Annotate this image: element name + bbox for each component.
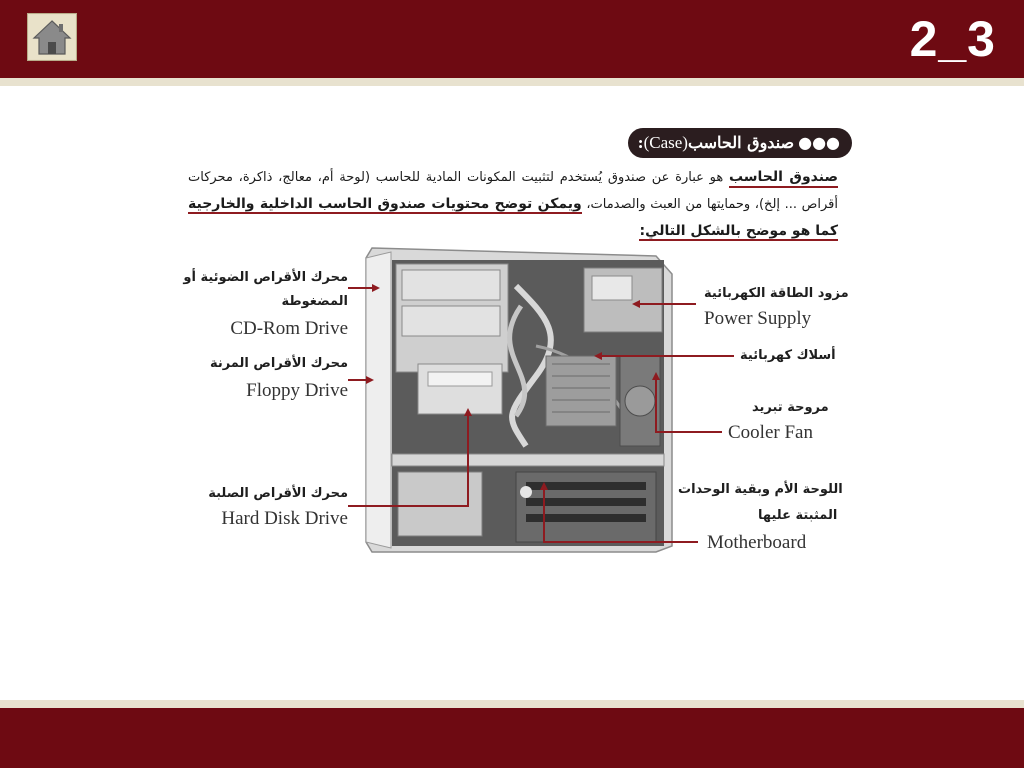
slide-number: 2_3 [909,11,996,67]
description-body: هو عبارة عن صندوق يُستخدم لتثبيت المكونات المادية للحاسب (لوحة أم، معالج، ذاكرة، محركات أقراص ... إلخ)، وحمايتها من العبث والصدمات، [188,170,838,212]
label-psu-ar: مزود الطاقة الكهربائية [704,286,849,301]
heading-bullets: ●●● [798,133,840,152]
home-button[interactable] [27,13,77,61]
description-emphasis: ويمكن توضح محتويات صندوق الحاسب الداخلية والخارجية كما هو موضح بالشكل التالي: [188,196,838,239]
label-floppy-ar: محرك الأقراص المرنة [209,356,348,371]
label-fan-en: Cooler Fan [728,422,813,443]
heading-title-ar: صندوق الحاسب [687,133,795,152]
heading-title-en: (Case) [643,133,688,152]
home-icon [28,14,76,60]
label-hdd-en: Hard Disk Drive [221,508,348,529]
top-banner [0,0,1024,78]
bottom-divider [0,700,1024,708]
label-floppy-en: Floppy Drive [246,380,348,401]
bottom-banner [0,708,1024,768]
top-divider [0,78,1024,86]
label-psu-en: Power Supply [704,308,812,329]
case-description [188,164,838,245]
term-case: صندوق الحاسب [729,169,838,188]
section-heading [628,128,852,158]
label-hdd-ar: محرك الأقراص الصلبة [208,486,348,501]
label-cdrom-ar-2: المضغوطة [281,294,348,309]
label-cdrom-en: CD-Rom Drive [230,318,348,339]
label-cdrom-ar-1: محرك الأقراص الضوئية أو [183,270,348,285]
heading-colon: : [637,133,644,152]
label-mb-ar-2: المثبتة عليها [758,508,838,523]
label-fan-ar: مروحة تبريد [752,400,829,415]
label-cables-ar: أسلاك كهربائية [740,348,836,363]
computer-case-figure [183,246,849,558]
label-mb-en: Motherboard [707,532,807,553]
label-mb-ar-1: اللوحة الأم وبقية الوحدات [678,482,843,497]
